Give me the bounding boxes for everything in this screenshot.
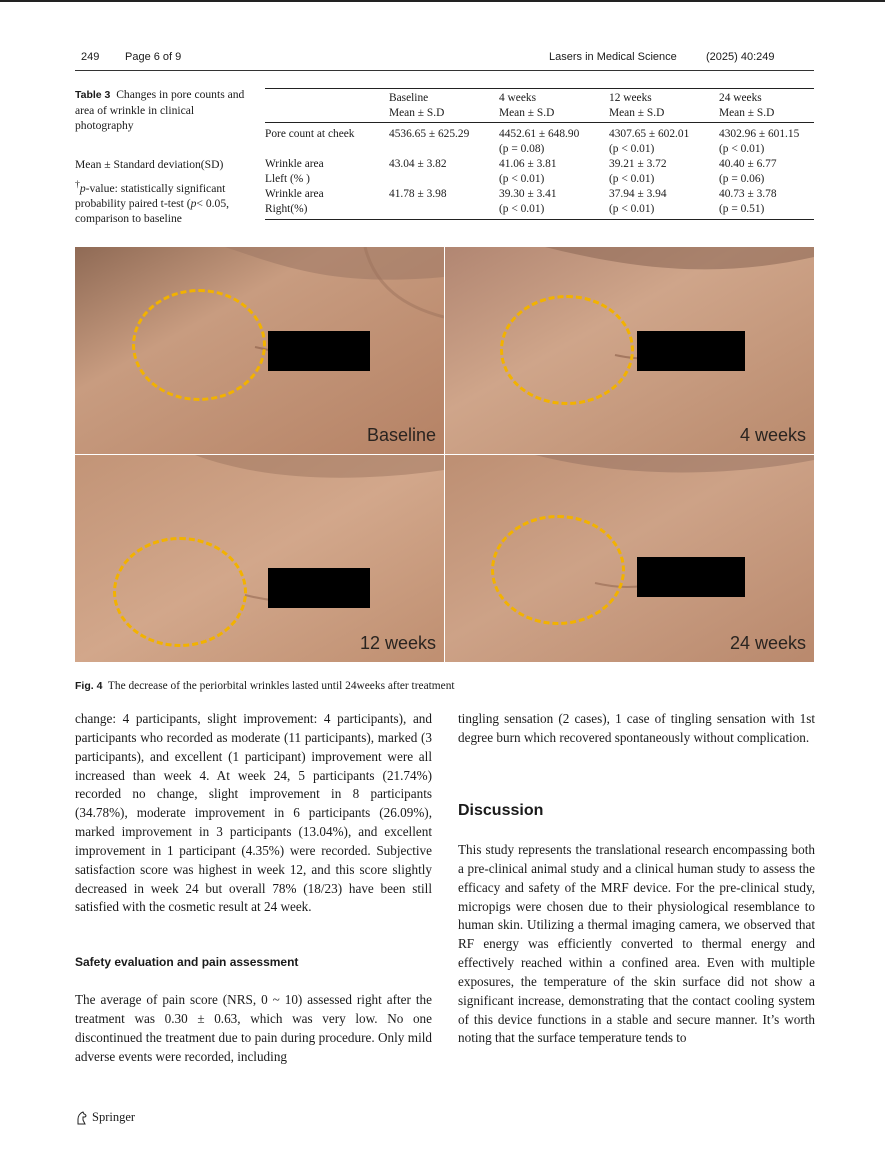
table-cell: 40.40 ± 6.77 (p = 0.06) bbox=[719, 158, 777, 185]
figure4-caption bbox=[75, 680, 455, 692]
section-heading-discussion: Discussion bbox=[458, 802, 544, 819]
panel-label: 12 weeks bbox=[359, 633, 436, 653]
table3-caption-text: Changes in pore counts and area of wrinkle in clinical photography bbox=[75, 88, 245, 132]
wrinkle-area-ellipse bbox=[491, 515, 625, 625]
top-border bbox=[0, 0, 885, 2]
header-page-number: 249 bbox=[81, 51, 100, 63]
table3-col-baseline: Baseline Mean ± S.D bbox=[389, 89, 499, 123]
header-rule bbox=[75, 70, 814, 71]
eye-mask bbox=[637, 331, 745, 371]
table-cell: 4302.96 ± 601.15 (p < 0.01) bbox=[719, 128, 800, 155]
figure4-caption-text: The decrease of the periorbital wrinkles lasted until 24weeks after treatment bbox=[107, 680, 455, 692]
table3-note-pvalue: †p-value: statistically significant probability paired t-test (p< 0.05, comparison to baseline bbox=[75, 179, 230, 225]
footer bbox=[75, 1110, 135, 1125]
header-citation: (2025) 40:249 bbox=[706, 51, 775, 63]
right-column-para1 bbox=[458, 710, 815, 748]
table-cell: 41.78 ± 3.98 bbox=[389, 187, 499, 220]
table-cell: 4452.61 ± 648.90 (p = 0.08) bbox=[499, 128, 580, 155]
header-journal: Lasers in Medical Science bbox=[549, 51, 677, 63]
wrinkle-area-ellipse bbox=[113, 537, 247, 647]
left-column-para2 bbox=[75, 991, 432, 1066]
figure4-label: Fig. 4 bbox=[75, 680, 103, 692]
table-cell: 41.06 ± 3.81 (p < 0.01) bbox=[499, 158, 557, 185]
photo-panel-4-weeks bbox=[445, 247, 814, 454]
panel-label: Baseline bbox=[366, 425, 436, 445]
table3-header-empty bbox=[265, 89, 389, 123]
table-cell: 43.04 ± 3.82 bbox=[389, 158, 447, 170]
table-cell: 37.94 ± 3.94 (p < 0.01) bbox=[609, 187, 719, 220]
photo-panel-24-weeks bbox=[445, 455, 814, 662]
wrinkle-area-ellipse bbox=[500, 295, 634, 405]
header-page-of: Page 6 of 9 bbox=[125, 51, 182, 63]
table3-col-12weeks: 12 weeks Mean ± S.D bbox=[609, 89, 719, 123]
table3-caption bbox=[75, 87, 255, 133]
eye-mask bbox=[268, 568, 370, 608]
table3-col-24weeks: 24 weeks Mean ± S.D bbox=[719, 89, 814, 123]
table3-header-row bbox=[265, 89, 814, 123]
springer-horse-icon bbox=[75, 1111, 88, 1125]
photo-panel-12-weeks bbox=[75, 455, 444, 662]
table-cell: 4307.65 ± 602.01 (p < 0.01) bbox=[609, 128, 690, 155]
right-column-para2 bbox=[458, 841, 815, 1048]
panel-label: 24 weeks bbox=[729, 633, 806, 653]
body-paragraph: change: 4 participants, slight improvement: 4 participants), and participants who recorded as moderate (11 participants), marked (3 participants), and excellent (1 participant) improvement were all increased than week 4. At week 24, 5 participants (21.74%) recorded no change, slight improvement in 8 participants (34.78%), moderate improvement in 6 participants (26.09%), marked improvement in 3 participants (13.04%), and excellent improvement in 1 participant (4.35%) were recorded. Subjective satisfaction score was highest in week 12, and this score slightly decreased in week 24 but overall 78% (18/23) have been still satisfied with the cosmetic result at 24 week. bbox=[75, 711, 432, 915]
table-row bbox=[265, 123, 814, 158]
row-label: Pore count at cheek bbox=[265, 128, 355, 140]
row-label: Wrinkle area Lleft (% ) bbox=[265, 158, 324, 185]
eye-mask bbox=[637, 557, 745, 597]
table3-label: Table 3 bbox=[75, 89, 111, 101]
body-paragraph: tingling sensation (2 cases), 1 case of tingling sensation with 1st degree burn which recovered spontaneously without complication. bbox=[458, 711, 815, 745]
table3-col-4weeks: 4 weeks Mean ± S.D bbox=[499, 89, 609, 123]
eye-mask bbox=[268, 331, 370, 371]
table3-note-mean: Mean ± Standard deviation(SD) bbox=[75, 158, 224, 171]
table-cell: 39.30 ± 3.41 (p < 0.01) bbox=[499, 187, 609, 220]
table-row bbox=[265, 157, 814, 187]
panel-label: 4 weeks bbox=[739, 425, 806, 445]
table-cell: 40.73 ± 3.78 (p = 0.51) bbox=[719, 187, 814, 220]
section-heading-safety: Safety evaluation and pain assessment bbox=[75, 955, 299, 969]
footer-publisher: Springer bbox=[92, 1110, 136, 1124]
row-label: Wrinkle area Right(%) bbox=[265, 187, 389, 220]
figure4 bbox=[75, 247, 814, 662]
wrinkle-area-ellipse bbox=[132, 289, 266, 401]
left-column-para1 bbox=[75, 710, 432, 917]
body-paragraph: This study represents the translational research encompassing both a pre-clinical animal study and a clinical human study to assess the efficacy and safety of the MRF device. For the pre-clinical study, micropigs were chosen due to their physiological resemblance to human skin. Utilizing a thermal imaging camera, we observed that RF energy was efficiently converted to thermal energy and effectively reached within a confined area. Even with multiple exposures, the temperature of the skin surface did not show a significant increase, demonstrating that the contact cooling system of this device functions in a stable and secure manner. It’s worth noting that the surface temperature tends to bbox=[458, 842, 815, 1046]
table3 bbox=[265, 88, 814, 220]
body-paragraph: The average of pain score (NRS, 0 ~ 10) assessed right after the treatment was 0.30 ± 0.63, which was very low. No one discontinued the treatment due to pain during procedure. Only mild adverse events were recorded, including bbox=[75, 992, 432, 1064]
photo-panel-baseline bbox=[75, 247, 444, 454]
table-cell: 4536.65 ± 625.29 bbox=[389, 128, 470, 140]
table-cell: 39.21 ± 3.72 (p < 0.01) bbox=[609, 158, 667, 185]
table-row bbox=[265, 187, 814, 220]
